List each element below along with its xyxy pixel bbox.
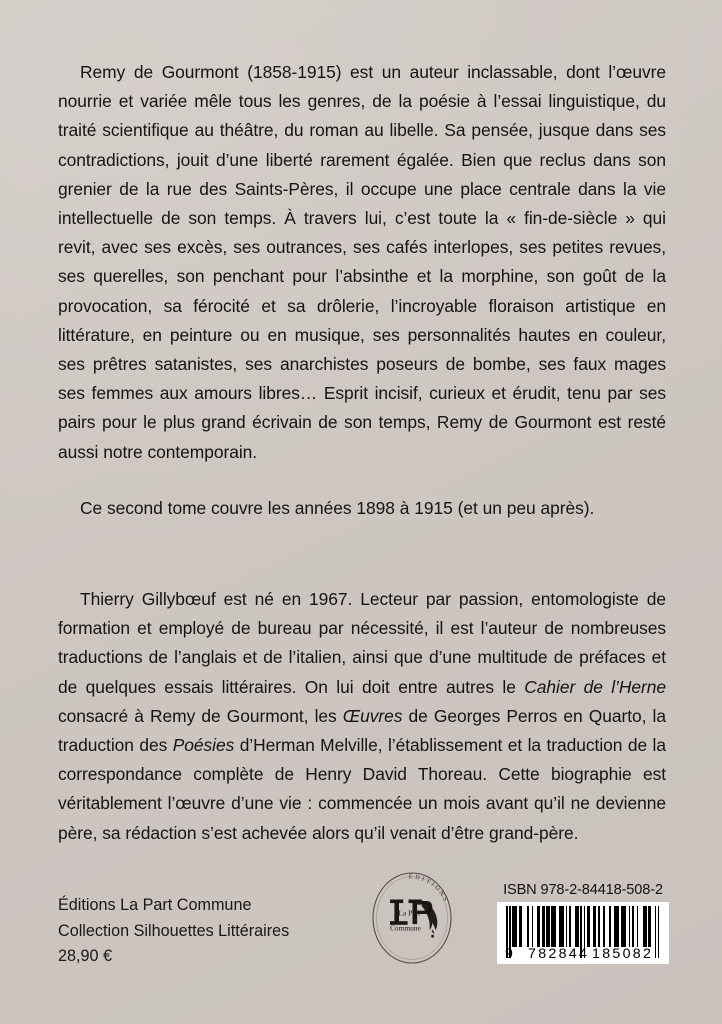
publisher-name: Éditions La Part Commune xyxy=(58,896,252,914)
bio-text-part-1: Thierry Gillybœuf est né en 1967. Lecteur par passion, entomologiste de formation et employé de bureau par nécessité, il est l’auteur de nombreuses traductions de l’anglais et de l’italien, ainsi que d’une multitude de préfaces et de quelques essais littéraires. On lui doit entre autres le xyxy=(58,589,666,697)
bio-text-part-2: consacré à Remy de Gourmont, les xyxy=(58,705,343,726)
title-oeuvres: Œuvres xyxy=(342,705,403,726)
bio-text-part-4: d’Herman Melville, l’établissement et la traduction de la correspondance complète de Henry David Thoreau. Cette biographie est véritablement l’œuvre d’une vie : commencée un mois avant qu’il ne devienne père, sa rédaction s’est achevée alors qu’il venait d’être grand-père. xyxy=(58,735,666,843)
barcode-digits-left: 782844 xyxy=(528,946,590,962)
seal-line-2: Commune xyxy=(390,923,421,933)
title-poesies: Poésies xyxy=(172,735,235,756)
cover-footer xyxy=(0,873,722,1002)
barcode-digits-right: 185082 xyxy=(592,946,654,962)
barcode-digit-first: 9 xyxy=(505,946,513,962)
paragraph-volume-coverage: Ce second tome couvre les années 1898 à 1915 (et un peu après). xyxy=(80,497,595,518)
bio-text-part-3: de Georges Perros en Quarto, la traduction des xyxy=(58,705,666,756)
barcode-digits xyxy=(497,945,669,963)
publisher-logo-seal xyxy=(366,866,458,966)
title-cahier-de-lherne: Cahier de l’Herne xyxy=(524,676,666,697)
price: 28,90 € xyxy=(58,947,113,965)
paragraph-author-description: Remy de Gourmont (1858-1915) est un auteur inclassable, dont l’œuvre nourrie et variée mêle tous les genres, de la poésie à l’essai linguistique, du traité scientifique au théâtre, du roman au libelle. Sa pensée, jusque dans ses contradictions, jouit d’une liberté rarement égalée. Bien que reclus dans son grenier de la rue des Saints-Pères, il occupe une place centrale dans la vie intellectuelle de son temps. À travers lui, c’est toute la « fin-de-siècle » qui revit, avec ses excès, ses outrances, ses cafés interlopes, ses petites revues, ses querelles, son penchant pour l’absinthe et la morphine, son goût de la provocation, sa férocité et sa drôlerie, l’incroyable floraison artistique en littérature, en peinture ou en musique, ses personnalités hautes en couleur, ses prêtres satanistes, ses anarchistes poseurs de bombe, ses faux mages ses femmes aux amours libres… Esprit incisif, curieux et érudit, tenu par ses pairs pour le plus grand écrivain de son temps, Remy de Gourmont est resté aussi notre contemporain. xyxy=(58,62,666,462)
seal-line-1: La Part xyxy=(398,908,421,918)
imprint-info xyxy=(58,893,289,970)
collection-name: Collection Silhouettes Littéraires xyxy=(58,921,290,940)
ean13-barcode xyxy=(497,902,669,964)
publisher-seal-icon xyxy=(366,866,458,966)
blurb-text-block xyxy=(58,58,666,848)
isbn-label: ISBN 978-2-84418-508-2 xyxy=(503,882,663,898)
isbn-block xyxy=(497,882,669,964)
svg-text:ÉDITIONS: ÉDITIONS xyxy=(408,873,450,905)
barcode-bars xyxy=(506,906,660,947)
paragraph-translator-biography xyxy=(58,585,666,848)
